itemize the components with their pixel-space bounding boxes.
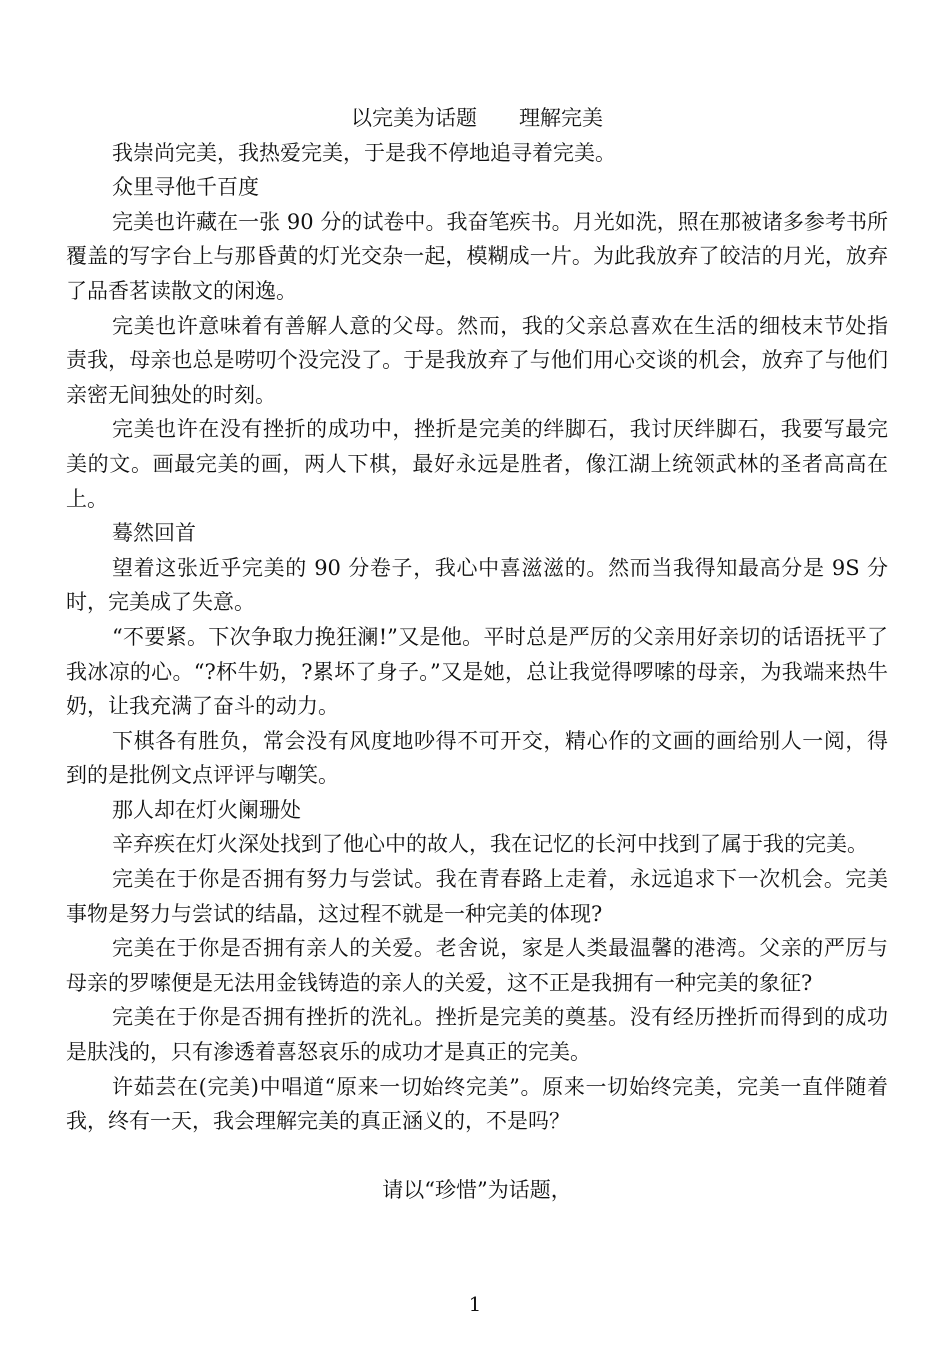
- writing-prompt: 请以“珍惜”为话题，: [382, 1177, 572, 1202]
- page-number: 1: [468, 1292, 482, 1316]
- paragraph: 完美也许藏在一张 90 分的试卷中。我奋笔疾书。月光如洗，照在那被诸多参考书所覆盖的写字台上与那昏黄的灯光交杂一起，模糊成一片。为此我放弃了皎洁的月光，放弃了品香茗读散文的闲逸。: [66, 209, 888, 303]
- section-heading: 众里寻他千百度: [112, 175, 259, 200]
- section-heading: 那人却在灯火阑珊处: [112, 797, 301, 822]
- paragraph: 完美也许意味着有善解人意的父母。然而，我的父亲总喜欢在生活的细枝末节处指责我，母亲也总是唠叨个没完没了。于是我放弃了与他们用心交谈的机会，放弃了与他们亲密无间独处的时刻。: [66, 313, 888, 407]
- section-heading: 蓦然回首: [112, 521, 196, 546]
- indented-paragraph: 辛弃疾在灯火深处找到了他心中的故人，我在记忆的长河中找到了属于我的完美。: [112, 832, 868, 857]
- paragraph: 望着这张近乎完美的 90 分卷子，我心中喜滋滋的。然而当我得知最高分是 9S 分时，完美成了失意。: [66, 555, 888, 615]
- paragraph: 完美在于你是否拥有亲人的关爱。老舍说，家是人类最温馨的港湾。父亲的严厉与母亲的罗嗦便是无法用金钱铸造的亲人的关爱，这不正是我拥有一种完美的象征?: [66, 936, 888, 995]
- paragraph: 完美在于你是否拥有挫折的洗礼。挫折是完美的奠基。没有经历挫折而得到的成功是肤浅的，只有渗透着喜怒哀乐的成功才是真正的完美。: [66, 1005, 888, 1065]
- document-body: [66, 101, 888, 1207]
- paragraph: 下棋各有胜负，常会没有风度地吵得不可开交，精心作的文画的画给别人一阅，得到的是批例文点评评与嘲笑。: [66, 728, 888, 788]
- paragraph: 许茹芸在(完美)中唱道“原来一切始终完美”。原来一切始终完美，完美一直伴随着我，终有一天，我会理解完美的真正涵义的，不是吗？: [66, 1074, 888, 1134]
- paragraph: 完美在于你是否拥有努力与尝试。我在青春路上走着，永远追求下一次机会。完美事物是努力与尝试的结晶，这过程不就是一种完美的体现?: [66, 867, 888, 926]
- paragraph: 完美也许在没有挫折的成功中，挫折是完美的绊脚石，我讨厌绊脚石，我要写最完美的文。画最完美的画，两人下棋，最好永远是胜者，像江湖上统领武林的圣者高高在上。: [66, 417, 888, 511]
- essay-title: 以完美为话题 理解完美: [351, 106, 603, 130]
- paragraph: “不要紧。下次争取力挽狂澜!”又是他。平时总是严厉的父亲用好亲切的话语抚平了我冰凉的心。“?杯牛奶，?累坏了身子。”又是她，总让我觉得啰嗦的母亲，为我端来热牛奶，让我充满了奋斗的动力。: [66, 624, 888, 719]
- paragraph: 我崇尚完美，我热爱完美，于是我不停地追寻着完美。: [112, 140, 616, 165]
